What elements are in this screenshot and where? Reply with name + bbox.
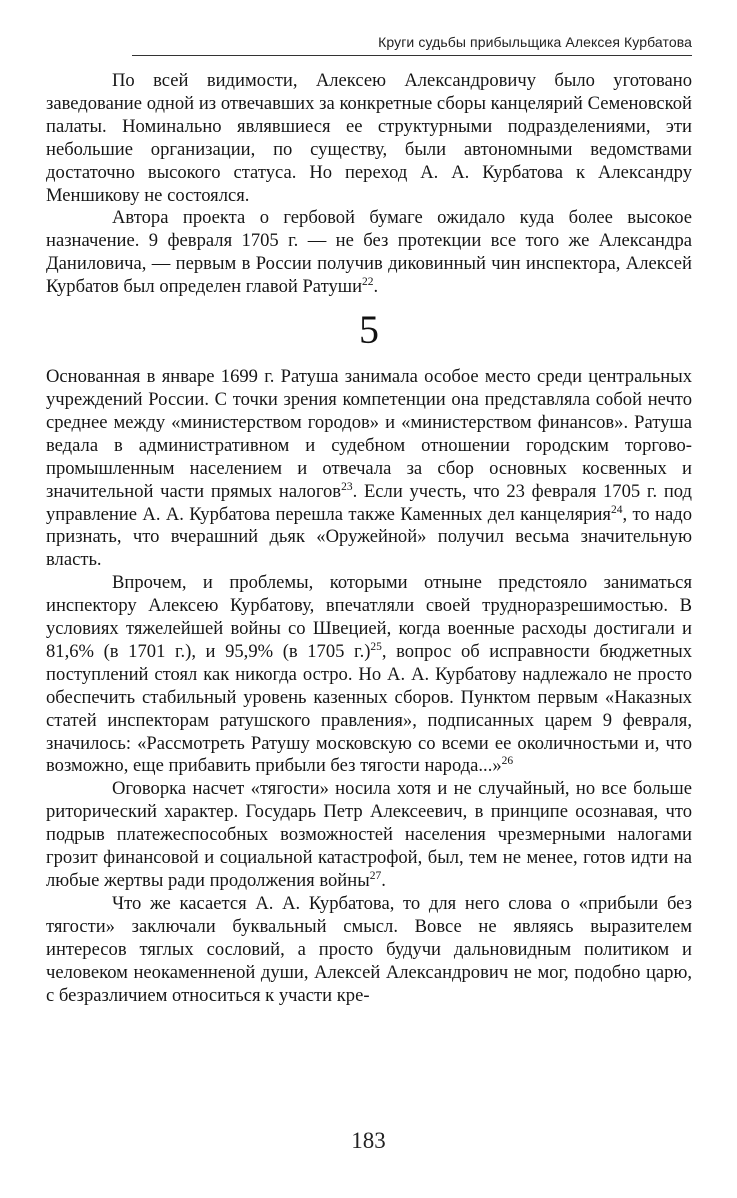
header-rule xyxy=(132,55,692,56)
section-number: 5 xyxy=(359,307,379,353)
paragraph-4-part-b: , вопрос об исправности бюджетных поступлений стоял как никогда остро. Но А. А. Курбатову надлежало не просто обеспечить стабильный уровень казенных сборов. Пунктом первым «Наказных статей инспекторам ратушского правления», подписанных царем 9 февраля, значилось: «Рассмотреть Ратушу московскую со всеми ее околичностьми и, что возможно, еще прибавить прибыли без тягости народа...» xyxy=(46,640,692,777)
footnote-ref-22: 22 xyxy=(362,276,374,289)
footnote-ref-24: 24 xyxy=(610,503,623,516)
paragraph-5-part-b: . xyxy=(381,870,386,891)
footnote-ref-23: 23 xyxy=(341,480,353,493)
running-head: Круги судьбы прибыльщика Алексея Курбатова xyxy=(378,34,692,50)
page-number: 183 xyxy=(351,1128,386,1153)
paragraph-4 xyxy=(46,572,692,778)
footnote-ref-27: 27 xyxy=(369,870,382,882)
paragraph-2-tail: . xyxy=(373,276,379,298)
paragraph-1: По всей видимости, Алексею Александровичу было уготовано заведование одной из отвечавших за конкретные сборы канцелярий Семеновской палаты. Номинально являвшиеся ее структурными подразделениями, эти небольшие организации, по существу, были автономными ведомствами достаточно высокого статуса. Но переход А. А. Курбатова к Александру Меншикову не состоялся. xyxy=(46,70,692,206)
paragraph-5 xyxy=(46,778,692,893)
paragraph-3-part-b: . Если учесть, что 23 февраля 1705 г. под управление А. А. Курбатова перешла также Каменных дел канцелярия xyxy=(46,480,692,525)
footnote-ref-25: 25 xyxy=(370,640,382,653)
paragraph-3-part-c: , то надо признать, что вчерашний дьяк «Оружейной» получил весьма значительную власть. xyxy=(46,503,692,571)
paragraph-6: Что же касается А. А. Курбатова, то для него слова о «прибыли без тягости» заключали буквальный смысл. Вовсе не являясь выразителем интересов тяглых сословий, а просто будучи дальновидным политиком и человеком неокаменненой души, Алексей Александрович не мог, подобно царю, с безразличием относиться к участи кре- xyxy=(46,892,692,1006)
paragraph-3 xyxy=(46,366,692,572)
footnote-ref-26: 26 xyxy=(501,755,514,768)
paragraph-2-text: Автора проекта о гербовой бумаге ожидало куда более высокое назначение. 9 февраля 1705 г. — не без протекции все того же Александра Даниловича, — первым в России получив диковинный чин инспектора, Алексей Курбатов был определен главой Ратуши xyxy=(46,207,692,298)
paragraph-5-part-a: Оговорка насчет «тягости» носила хотя и не случайный, но все больше риторический характер. Государь Петр Алексеевич, в принципе осознавая, что подрыв платежеспособных возможностей населения чрезмерными налогами грозит финансовой и социальной катастрофой, был, тем не менее, готов идти на любые жертвы ради продолжения войны xyxy=(46,778,692,891)
paragraph-2 xyxy=(46,207,692,299)
paragraph-3-part-a: Основанная в январе 1699 г. Ратуша занимала особое место среди центральных учреждений России. С точки зрения компетенции она представляла собой нечто среднее между «министерством городов» и «министерством финансов». Ратуша ведала в административном и судебном отношении городским торгово-промышленным населением и отвечала за сбор основных косвенных и значительной части прямых налогов xyxy=(46,366,692,502)
body-text xyxy=(46,70,692,1007)
paragraph-4-part-a: Впрочем, и проблемы, которыми отныне предстояло заниматься инспектору Алексею Курбатову, впечатляли своей трудноразрешимостью. В условиях тяжелейшей войны со Швецией, когда военные расходы достигали и 81,6% (в 1701 г.), и 95,9% (в 1705 г.) xyxy=(46,572,692,662)
